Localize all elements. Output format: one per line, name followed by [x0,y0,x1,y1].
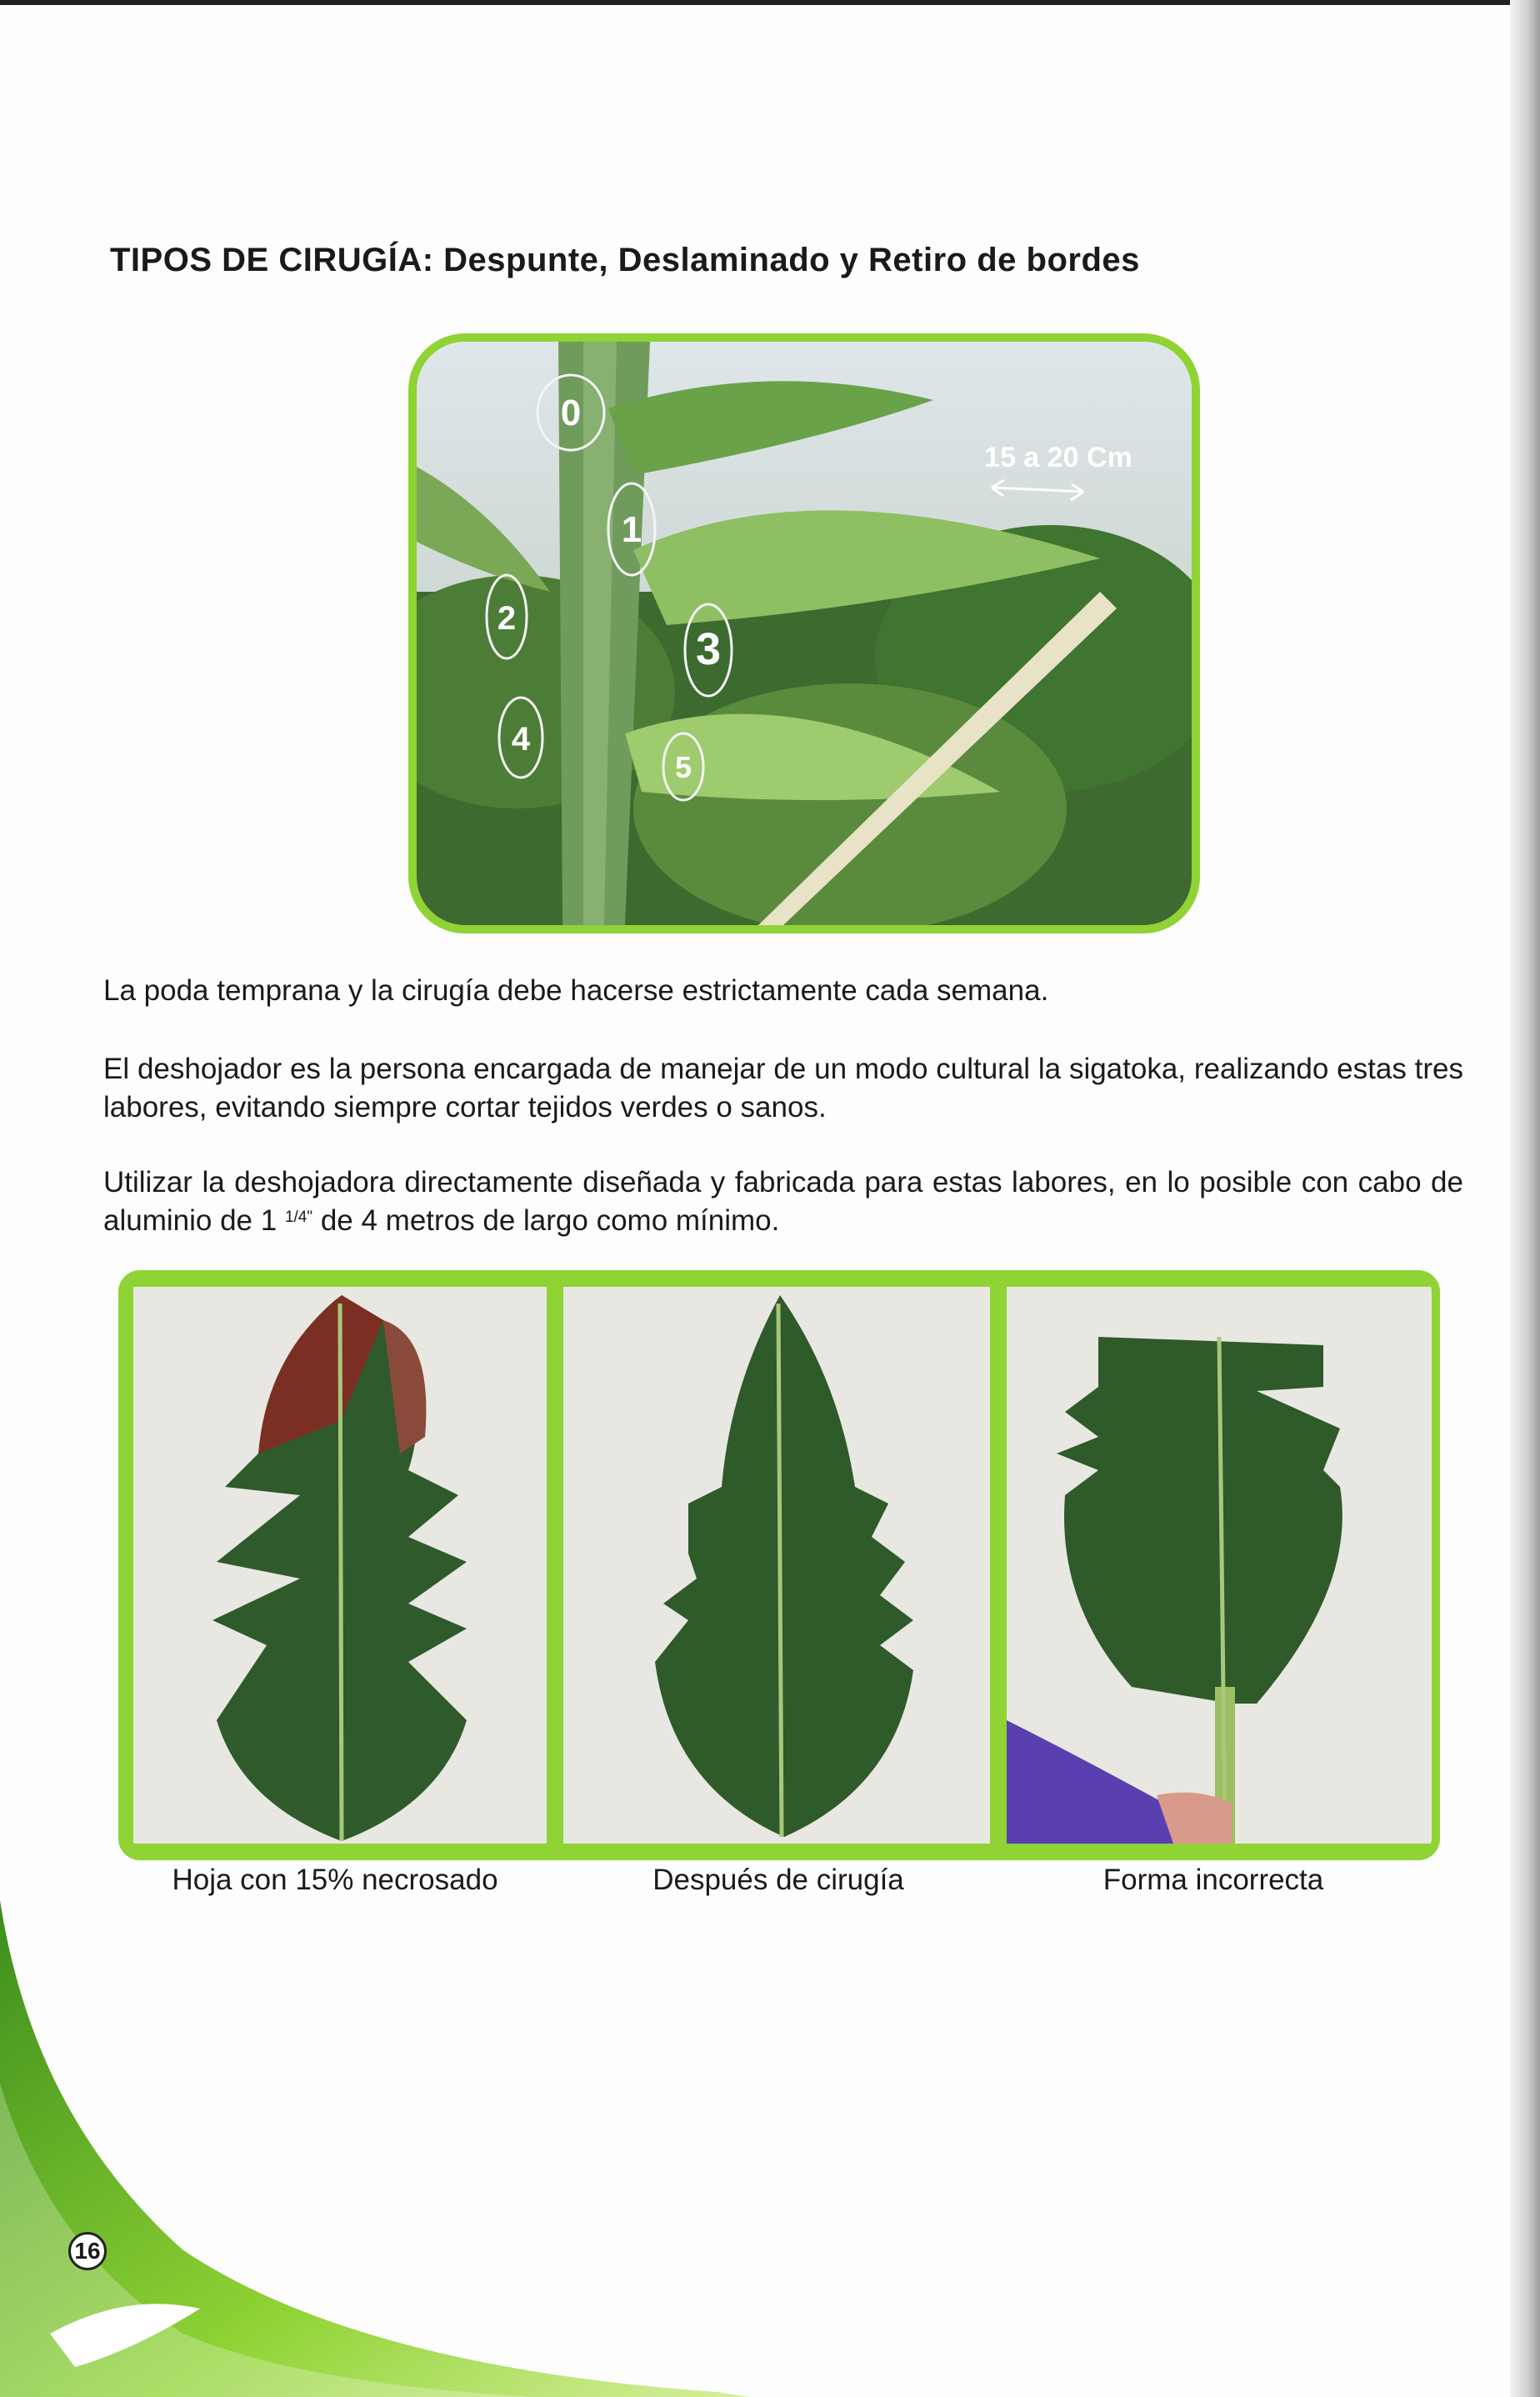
leaf-number-1: 1 [621,509,642,550]
page-top-edge [0,0,1540,5]
leaf-number-5: 5 [674,750,692,784]
leaf-number-4: 4 [511,721,531,758]
page-number: 16 [68,2232,107,2270]
leaf-photo-incorrect [1007,1287,1432,1844]
caption-necrosis: Hoja con 15% necrosado [172,1864,498,1896]
caption-after-surgery: Después de cirugía [652,1864,904,1896]
leaf-photo-after-surgery [563,1287,990,1844]
paragraph-deshojadora-tool [103,1163,1463,1240]
measure-label: 15 a 20 Cm [984,442,1132,473]
paragraph-deshojador: El deshojador es la persona encargada de manejar de un modo cultural la sigatoka, realizando estas tres labores, evitando siempre cortar tejidos verdes o sanos. [103,1053,1463,1123]
leaf-number-2: 2 [497,600,517,637]
leaf-comparison-strip [118,1270,1440,1860]
leaf-photo-necrosis [133,1287,547,1844]
section-title: TIPOS DE CIRUGÍA: Despunte, Deslaminado y Retiro de bordes [110,242,1140,278]
paragraph-weekly-pruning: La poda temprana y la cirugía debe hacerse estrictamente cada semana. [103,974,1049,1007]
caption-incorrect: Forma incorrecta [1102,1864,1324,1896]
paragraph-tool-superscript: 1/4" [284,1209,313,1226]
leaf-number-0: 0 [560,393,582,433]
leaf-number-3: 3 [695,624,722,674]
banana-plant-illustration [417,342,1192,925]
banana-plant-photo [408,333,1200,933]
decorative-leaf-swoosh [0,1900,750,2397]
paragraph-tool-text: Utilizar la deshojadora directamente diseñada y fabricada para estas labores, en lo posible con cabo de aluminio de 1 [103,1166,1463,1237]
page-binding-edge [1510,0,1540,2397]
paragraph-tool-text-end: de 4 metros de largo como mínimo. [312,1204,780,1237]
